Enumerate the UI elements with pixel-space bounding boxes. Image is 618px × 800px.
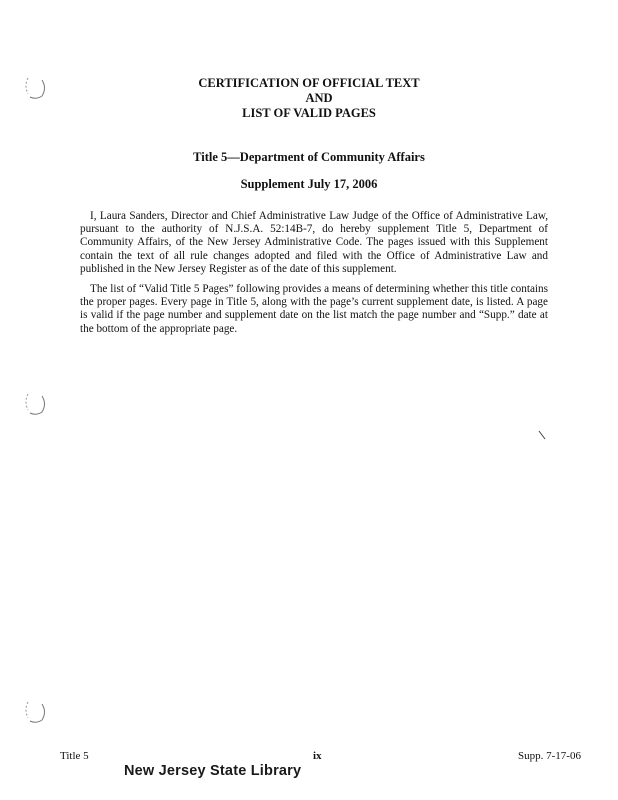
heading-line-2: AND	[305, 91, 333, 105]
stray-mark	[538, 430, 546, 440]
paragraph-valid-pages	[80, 283, 548, 336]
heading-line-3: LIST OF VALID PAGES	[242, 106, 376, 120]
punch-hole-middle	[20, 388, 50, 418]
certification-heading	[0, 76, 618, 121]
library-stamp: New Jersey State Library	[124, 763, 302, 779]
paragraph-certification	[80, 210, 548, 276]
footer-supplement: Supp. 7-17-06	[518, 750, 581, 762]
footer-title: Title 5	[60, 750, 89, 762]
supplement-date: Supplement July 17, 2006	[240, 177, 378, 191]
title-department: Title 5—Department of Community Affairs	[193, 150, 425, 164]
heading-line-1: CERTIFICATION OF OFFICIAL TEXT	[198, 76, 420, 90]
paragraph-1-text: I, Laura Sanders, Director and Chief Administrative Law Judge of the Office of Administrative Law, pursuant to the authority of N.J.S.A. 52:14B-7, do hereby supplement Title 5, Department of Community Affairs, of the New Jersey Administrative Code. The pages issued with this Supplement contain the text of all rule changes adopted and filed with the Office of Administrative Law and published in the New Jersey Register as of the date of this supplement.	[80, 210, 548, 275]
paragraph-2-text: The list of “Valid Title 5 Pages” following provides a means of determining whether this title contains the proper pages. Every page in Title 5, along with the page’s current supplement date, is listed. A page is valid if the page number and supplement date on the list match the page number and “Supp.” date at the bottom of the appropriate page.	[80, 283, 548, 335]
punch-hole-bottom	[20, 696, 50, 726]
footer-page-number: ix	[313, 750, 322, 762]
